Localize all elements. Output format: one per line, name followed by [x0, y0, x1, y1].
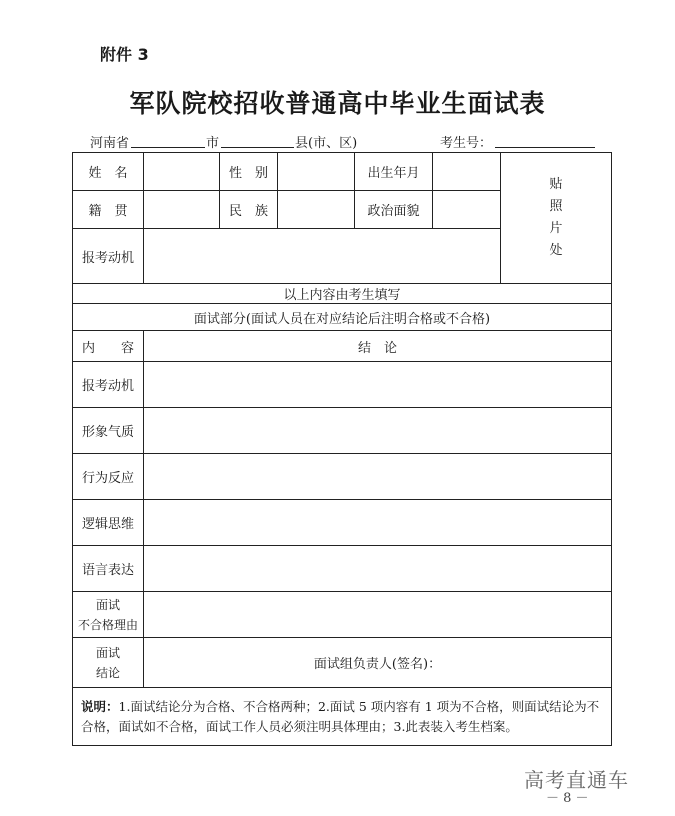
conclusion-header: 结 论: [144, 331, 612, 362]
city-label: 市: [206, 136, 220, 151]
gender-label: 性 别: [220, 153, 278, 191]
attachment-label: 附件 3: [100, 45, 149, 64]
interview-form-table: [72, 152, 612, 746]
birth-label: 出生年月: [355, 153, 433, 191]
name-label: 姓 名: [73, 153, 144, 191]
motive-field[interactable]: [144, 229, 501, 284]
exam-number-label: 考生号：: [440, 136, 493, 151]
ethnicity-field[interactable]: [278, 191, 355, 229]
name-field[interactable]: [144, 153, 220, 191]
note-label: 说明：: [81, 698, 119, 714]
instructions-note: [73, 688, 612, 746]
fail-reason-field[interactable]: [144, 592, 612, 638]
fail-reason-line-1: 面试: [95, 597, 120, 612]
note-text: 1.面试结论分为合格、不合格两种；2.面试 5 项内容有 1 项为不合格，则面试结论为不合格，面试如不合格，面试工作人员必须注明具体理由；3.此表装入考生档案。: [81, 698, 600, 734]
item-label: 行为反应: [73, 454, 144, 500]
photo-char-4: 处: [549, 243, 563, 258]
item-conclusion-field[interactable]: [144, 546, 612, 592]
item-conclusion-field[interactable]: [144, 408, 612, 454]
page-number: － 8 －: [546, 791, 589, 806]
form-title: 军队院校招收普通高中毕业生面试表: [129, 89, 546, 118]
city-blank[interactable]: [131, 147, 205, 148]
photo-char-3: 片: [549, 221, 563, 236]
gender-field[interactable]: [278, 153, 355, 191]
item-label: 语言表达: [73, 546, 144, 592]
conclusion-line-1: 面试: [95, 645, 120, 660]
item-label: 报考动机: [73, 362, 144, 408]
filled-by-note: 以上内容由考生填写: [73, 284, 612, 304]
fail-reason-line-2: 不合格理由: [77, 617, 138, 632]
item-label: 形象气质: [73, 408, 144, 454]
leader-sign-label: 面试组负责人(签名)：: [313, 657, 442, 672]
ethnicity-label: 民 族: [220, 191, 278, 229]
item-conclusion-field[interactable]: [144, 500, 612, 546]
native-place-field[interactable]: [144, 191, 220, 229]
political-field[interactable]: [433, 191, 501, 229]
birth-field[interactable]: [433, 153, 501, 191]
item-conclusion-field[interactable]: [144, 454, 612, 500]
province-label: 河南省: [90, 136, 130, 151]
county-blank[interactable]: [221, 147, 294, 148]
exam-number-blank[interactable]: [495, 147, 595, 148]
county-label: 县(市、区): [295, 136, 358, 151]
motive-label: 报考动机: [73, 229, 144, 284]
watermark: 高考直通车: [524, 768, 629, 792]
native-place-label: 籍 贯: [73, 191, 144, 229]
content-header: 内 容: [73, 331, 144, 362]
leader-sign-field[interactable]: [144, 638, 612, 688]
conclusion-line-2: 结论: [95, 665, 120, 680]
interview-conclusion-label: [73, 638, 144, 688]
political-label: 政治面貌: [355, 191, 433, 229]
photo-char-1: 贴: [549, 177, 563, 192]
interview-part-heading: 面试部分(面试人员在对应结论后注明合格或不合格): [73, 304, 612, 331]
photo-char-2: 照: [549, 199, 563, 214]
item-conclusion-field[interactable]: [144, 362, 612, 408]
item-label: 逻辑思维: [73, 500, 144, 546]
photo-area[interactable]: [501, 153, 612, 284]
fail-reason-label: [73, 592, 144, 638]
